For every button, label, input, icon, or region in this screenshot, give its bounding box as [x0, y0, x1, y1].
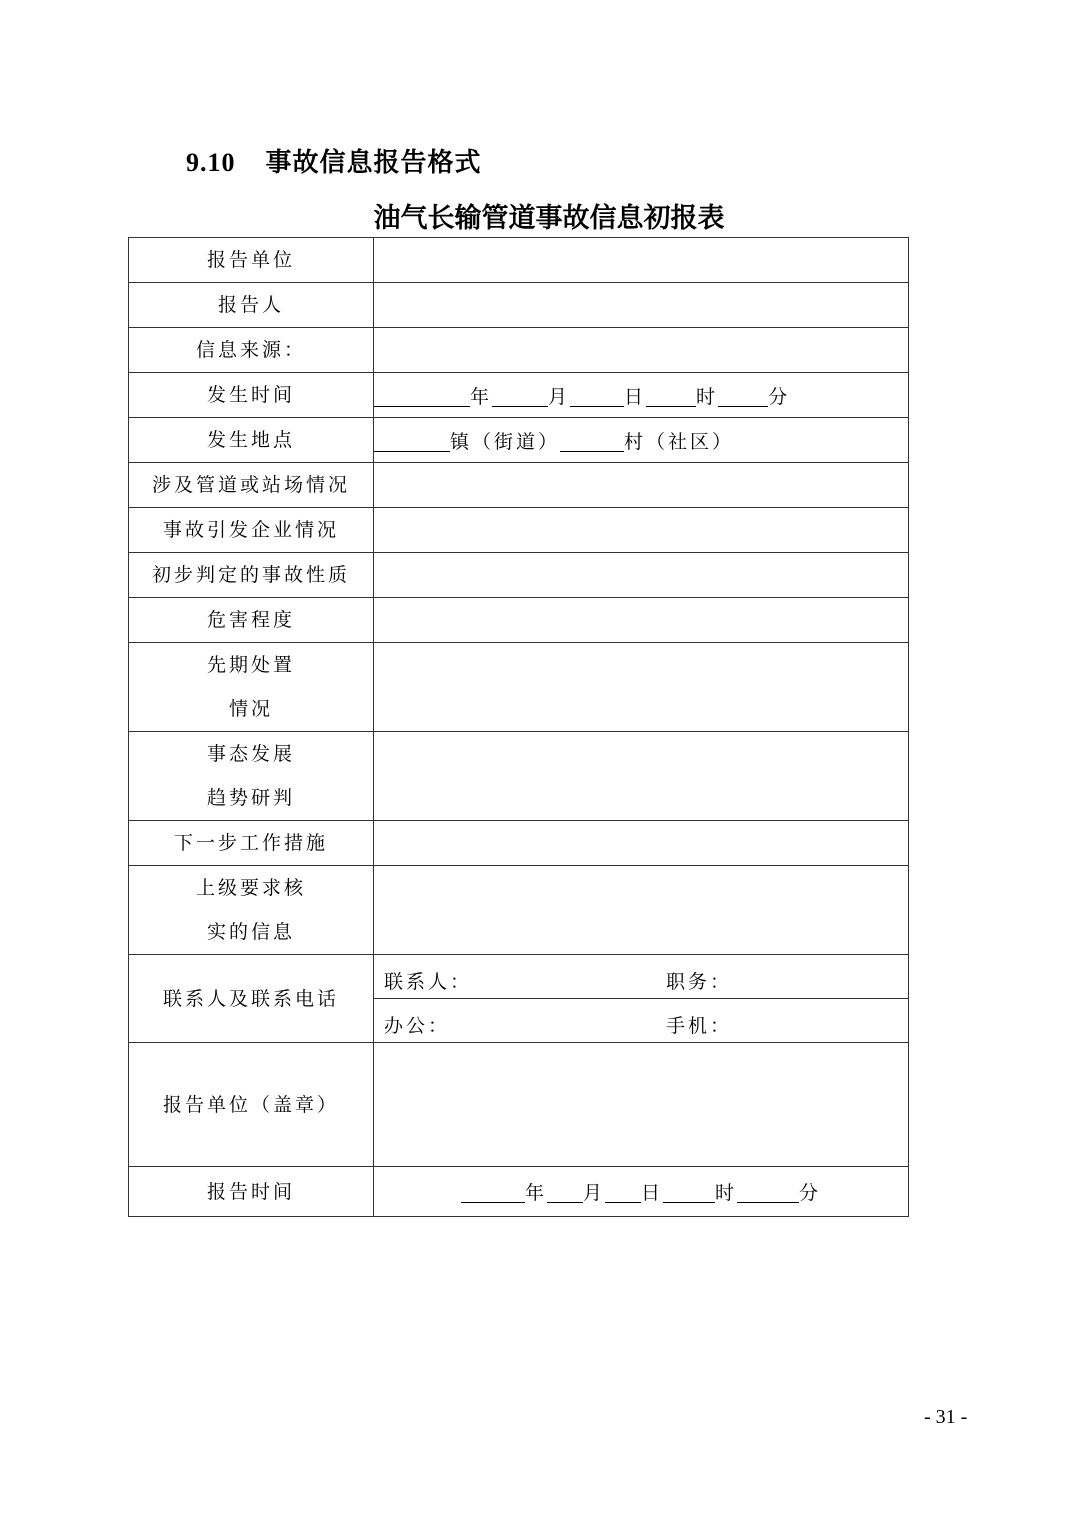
enterprise-label: 事故引发企业情况: [129, 508, 374, 553]
village-blank[interactable]: [560, 431, 624, 452]
mobile-phone-label: 手机：: [666, 1015, 733, 1037]
town-blank[interactable]: [374, 431, 450, 452]
initial-response-label-line2: 情况: [228, 698, 273, 720]
year-unit: 年: [470, 385, 493, 408]
report-year-blank[interactable]: [461, 1182, 525, 1203]
report-time-field[interactable]: [374, 1167, 909, 1217]
section-heading: [186, 142, 482, 179]
contact-label: 联系人及联系电话: [129, 955, 374, 1043]
table-row: [129, 328, 909, 373]
occurrence-time-field[interactable]: [374, 373, 909, 418]
village-unit: 村（社区）: [624, 430, 735, 453]
minute-unit: 分: [768, 385, 791, 408]
reporting-unit-label: 报告单位: [129, 238, 374, 283]
report-hour-unit: 时: [715, 1182, 738, 1204]
report-hour-blank[interactable]: [663, 1182, 715, 1203]
pipeline-station-label: 涉及管道或站场情况: [129, 463, 374, 508]
nature-label: 初步判定的事故性质: [129, 553, 374, 598]
section-number: 9.10: [186, 148, 236, 177]
incident-report-table: [128, 237, 909, 1217]
location-label: 发生地点: [129, 418, 374, 463]
location-field[interactable]: [374, 418, 909, 463]
report-time-label: 报告时间: [129, 1167, 374, 1217]
report-month-blank[interactable]: [547, 1182, 583, 1203]
table-row: [129, 866, 909, 955]
trend-field[interactable]: [374, 732, 909, 821]
occurrence-time-label: 发生时间: [129, 373, 374, 418]
contact-person-field[interactable]: [374, 955, 909, 999]
office-phone-label: 办公：: [384, 1015, 451, 1037]
trend-label-line2: 趋势研判: [206, 787, 295, 809]
trend-label: [129, 732, 374, 821]
report-minute-blank[interactable]: [737, 1182, 799, 1203]
enterprise-field[interactable]: [374, 508, 909, 553]
minute-blank[interactable]: [718, 386, 768, 407]
initial-response-label-line1: 先期处置: [206, 654, 295, 676]
reporting-unit-field[interactable]: [374, 238, 909, 283]
day-blank[interactable]: [570, 386, 624, 407]
table-row: [129, 508, 909, 553]
table-row: [129, 955, 909, 999]
verify-label: [129, 866, 374, 955]
hour-unit: 时: [696, 385, 719, 408]
report-minute-unit: 分: [799, 1182, 822, 1204]
table-row: [129, 643, 909, 732]
reporter-label: 报告人: [129, 283, 374, 328]
trend-label-line1: 事态发展: [206, 743, 295, 765]
nature-field[interactable]: [374, 553, 909, 598]
table-row: [129, 238, 909, 283]
town-unit: 镇（街道）: [450, 430, 561, 453]
table-row: [129, 553, 909, 598]
report-day-unit: 日: [640, 1182, 663, 1204]
seal-field[interactable]: [374, 1043, 909, 1167]
table-row: [129, 283, 909, 328]
table-row: [129, 373, 909, 418]
position-label: 职务：: [666, 971, 733, 993]
pipeline-station-field[interactable]: [374, 463, 909, 508]
contact-person-label: 联系人：: [384, 971, 473, 993]
hazard-field[interactable]: [374, 598, 909, 643]
table-row: [129, 1043, 909, 1167]
table-row: [129, 732, 909, 821]
initial-response-label: [129, 643, 374, 732]
month-blank[interactable]: [492, 386, 548, 407]
info-source-label: 信息来源：: [129, 328, 374, 373]
next-steps-field[interactable]: [374, 821, 909, 866]
verify-label-line1: 上级要求核: [195, 877, 306, 899]
month-unit: 月: [548, 385, 571, 408]
page-number: - 31 -: [924, 1406, 968, 1428]
table-row: [129, 463, 909, 508]
table-row: [129, 1167, 909, 1217]
info-source-field[interactable]: [374, 328, 909, 373]
report-month-unit: 月: [582, 1182, 605, 1204]
table-row: [129, 598, 909, 643]
verify-label-line2: 实的信息: [206, 921, 295, 943]
section-title: 事故信息报告格式: [265, 148, 482, 178]
seal-label: 报告单位（盖章）: [129, 1043, 374, 1167]
initial-response-field[interactable]: [374, 643, 909, 732]
next-steps-label: 下一步工作措施: [129, 821, 374, 866]
reporter-field[interactable]: [374, 283, 909, 328]
contact-phone-field[interactable]: [374, 999, 909, 1043]
hazard-label: 危害程度: [129, 598, 374, 643]
day-unit: 日: [624, 385, 647, 408]
table-row: [129, 418, 909, 463]
report-day-blank[interactable]: [605, 1182, 641, 1203]
hour-blank[interactable]: [646, 386, 696, 407]
verify-field[interactable]: [374, 866, 909, 955]
form-title: 油气长输管道事故信息初报表: [373, 203, 725, 234]
table-row: [129, 821, 909, 866]
year-blank[interactable]: [374, 386, 470, 407]
report-year-unit: 年: [524, 1182, 547, 1204]
